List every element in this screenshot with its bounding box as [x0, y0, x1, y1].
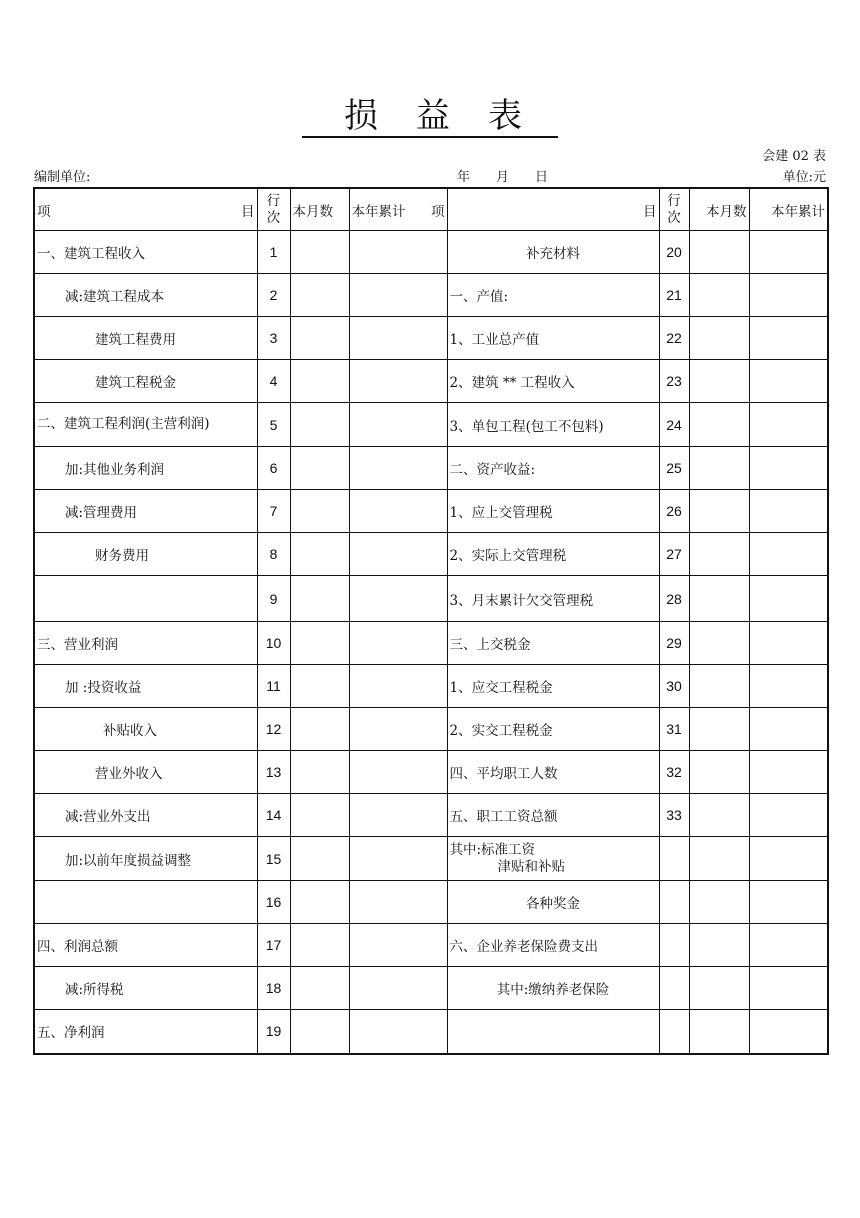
- right-item: 二、资产收益:: [447, 447, 659, 490]
- left-ytd: [349, 360, 447, 403]
- left-ytd: [349, 622, 447, 665]
- left-ytd: [349, 708, 447, 751]
- right-item: 1、应交工程税金: [447, 665, 659, 708]
- table-row: [34, 622, 828, 665]
- left-current-month: [290, 967, 349, 1010]
- table-row: [34, 403, 828, 447]
- right-current-month: [689, 794, 749, 837]
- left-ytd: [349, 665, 447, 708]
- right-current-month: [689, 665, 749, 708]
- right-line-no: 29: [659, 622, 689, 665]
- left-ytd: [349, 490, 447, 533]
- left-line-no: 15: [257, 837, 290, 881]
- left-ytd: [349, 967, 447, 1010]
- left-item: 加 :投资收益: [34, 665, 257, 708]
- right-line-no: 33: [659, 794, 689, 837]
- left-current-month: [290, 231, 349, 274]
- right-ytd: [749, 576, 828, 622]
- left-current-month: [290, 708, 349, 751]
- left-current-month: [290, 665, 349, 708]
- right-line-no: [659, 924, 689, 967]
- right-ytd: [749, 447, 828, 490]
- left-line-no: 5: [257, 403, 290, 447]
- left-item: 二、建筑工程利润(主营利润): [34, 403, 257, 447]
- right-ytd: [749, 231, 828, 274]
- left-item: 补贴收入: [34, 708, 257, 751]
- header-current-month: 本月数: [290, 188, 349, 231]
- left-line-no: 2: [257, 274, 290, 317]
- right-item: 四、平均职工人数: [447, 751, 659, 794]
- right-line-no: [659, 881, 689, 924]
- right-item: 1、应上交管理税: [447, 490, 659, 533]
- right-line-no: 23: [659, 360, 689, 403]
- income-statement-table: [33, 187, 829, 1055]
- right-item: 一、产值:: [447, 274, 659, 317]
- header-ytd-2: 本年累计: [749, 188, 828, 231]
- left-current-month: [290, 317, 349, 360]
- right-item: 补充材料: [447, 231, 659, 274]
- right-current-month: [689, 881, 749, 924]
- right-line-no: 26: [659, 490, 689, 533]
- left-item: 建筑工程费用: [34, 317, 257, 360]
- right-ytd: [749, 317, 828, 360]
- right-item: [447, 1010, 659, 1054]
- header-line-no-2: 行次: [659, 188, 689, 231]
- left-ytd: [349, 881, 447, 924]
- right-current-month: [689, 360, 749, 403]
- table-row: [34, 967, 828, 1010]
- left-item: 财务费用: [34, 533, 257, 576]
- right-ytd: [749, 490, 828, 533]
- left-current-month: [290, 881, 349, 924]
- left-ytd: [349, 447, 447, 490]
- right-item: 各种奖金: [447, 881, 659, 924]
- right-current-month: [689, 317, 749, 360]
- right-item: 2、实交工程税金: [447, 708, 659, 751]
- left-item: 四、利润总额: [34, 924, 257, 967]
- table-row: [34, 231, 828, 274]
- right-item: 1、工业总产值: [447, 317, 659, 360]
- header-line-no: 行次: [257, 188, 290, 231]
- left-ytd: [349, 403, 447, 447]
- left-ytd: [349, 924, 447, 967]
- left-current-month: [290, 360, 349, 403]
- right-ytd: [749, 751, 828, 794]
- right-item: 其中:缴纳养老保险: [447, 967, 659, 1010]
- table-row: [34, 881, 828, 924]
- left-item: 减:营业外支出: [34, 794, 257, 837]
- table-row: [34, 533, 828, 576]
- left-current-month: [290, 403, 349, 447]
- table-row: [34, 317, 828, 360]
- left-item: 建筑工程税金: [34, 360, 257, 403]
- table-row: [34, 490, 828, 533]
- company-label: 编制单位:: [34, 170, 91, 185]
- report-date: 年 月 日: [457, 170, 549, 185]
- right-current-month: [689, 837, 749, 881]
- left-current-month: [290, 751, 349, 794]
- right-ytd: [749, 708, 828, 751]
- right-current-month: [689, 490, 749, 533]
- left-item: 加:其他业务利润: [34, 447, 257, 490]
- table-row: [34, 274, 828, 317]
- left-current-month: [290, 924, 349, 967]
- right-item: 五、职工工资总额: [447, 794, 659, 837]
- left-line-no: 8: [257, 533, 290, 576]
- right-line-no: 24: [659, 403, 689, 447]
- table-row: [34, 708, 828, 751]
- right-line-no: 31: [659, 708, 689, 751]
- left-item: 一、建筑工程收入: [34, 231, 257, 274]
- right-current-month: [689, 751, 749, 794]
- left-ytd: [349, 794, 447, 837]
- left-current-month: [290, 447, 349, 490]
- table-row: [34, 837, 828, 881]
- table-row: [34, 924, 828, 967]
- left-item: 三、营业利润: [34, 622, 257, 665]
- left-item: 减:所得税: [34, 967, 257, 1010]
- table-row: [34, 794, 828, 837]
- header-item: 项 目: [34, 188, 257, 231]
- right-ytd: [749, 274, 828, 317]
- left-current-month: [290, 622, 349, 665]
- header-item-2: 目: [447, 188, 659, 231]
- left-item: [34, 576, 257, 622]
- left-ytd: [349, 837, 447, 881]
- left-ytd: [349, 231, 447, 274]
- right-current-month: [689, 924, 749, 967]
- right-ytd: [749, 403, 828, 447]
- table-row: [34, 447, 828, 490]
- right-line-no: 30: [659, 665, 689, 708]
- left-item: 减:管理费用: [34, 490, 257, 533]
- left-line-no: 11: [257, 665, 290, 708]
- header-current-month-2: 本月数: [689, 188, 749, 231]
- report-title: 损 益 表: [0, 96, 860, 138]
- left-line-no: 1: [257, 231, 290, 274]
- left-item: [34, 881, 257, 924]
- right-line-no: 27: [659, 533, 689, 576]
- left-line-no: 16: [257, 881, 290, 924]
- right-item: 六、企业养老保险费支出: [447, 924, 659, 967]
- right-current-month: [689, 576, 749, 622]
- right-line-no: 22: [659, 317, 689, 360]
- right-current-month: [689, 533, 749, 576]
- right-item: 三、上交税金: [447, 622, 659, 665]
- right-line-no: 25: [659, 447, 689, 490]
- left-ytd: [349, 274, 447, 317]
- right-current-month: [689, 403, 749, 447]
- right-ytd: [749, 837, 828, 881]
- right-item: 其中:标准工资 津贴和补贴: [447, 837, 659, 881]
- right-current-month: [689, 231, 749, 274]
- left-line-no: 13: [257, 751, 290, 794]
- right-ytd: [749, 881, 828, 924]
- right-current-month: [689, 967, 749, 1010]
- left-line-no: 4: [257, 360, 290, 403]
- table-header-row: [34, 188, 828, 231]
- left-line-no: 9: [257, 576, 290, 622]
- right-ytd: [749, 924, 828, 967]
- left-item: 减:建筑工程成本: [34, 274, 257, 317]
- left-line-no: 18: [257, 967, 290, 1010]
- right-ytd: [749, 794, 828, 837]
- left-current-month: [290, 490, 349, 533]
- left-item: 营业外收入: [34, 751, 257, 794]
- right-line-no: 32: [659, 751, 689, 794]
- right-ytd: [749, 665, 828, 708]
- header-ytd: 本年累计 项: [349, 188, 447, 231]
- right-line-no: 28: [659, 576, 689, 622]
- right-item: 3、月末累计欠交管理税: [447, 576, 659, 622]
- table-row: [34, 1010, 828, 1054]
- table-row: [34, 665, 828, 708]
- left-current-month: [290, 837, 349, 881]
- left-ytd: [349, 576, 447, 622]
- right-line-no: [659, 967, 689, 1010]
- right-current-month: [689, 622, 749, 665]
- left-line-no: 12: [257, 708, 290, 751]
- left-current-month: [290, 794, 349, 837]
- right-line-no: 20: [659, 231, 689, 274]
- table-row: [34, 751, 828, 794]
- right-ytd: [749, 533, 828, 576]
- left-ytd: [349, 317, 447, 360]
- left-line-no: 10: [257, 622, 290, 665]
- right-ytd: [749, 1010, 828, 1054]
- left-ytd: [349, 1010, 447, 1054]
- right-line-no: 21: [659, 274, 689, 317]
- left-current-month: [290, 576, 349, 622]
- right-current-month: [689, 274, 749, 317]
- right-current-month: [689, 447, 749, 490]
- right-item: 3、单包工程(包工不包料): [447, 403, 659, 447]
- right-current-month: [689, 1010, 749, 1054]
- left-line-no: 17: [257, 924, 290, 967]
- right-line-no: [659, 1010, 689, 1054]
- left-line-no: 14: [257, 794, 290, 837]
- right-item: 2、建筑 ** 工程收入: [447, 360, 659, 403]
- left-current-month: [290, 274, 349, 317]
- table-row: [34, 576, 828, 622]
- right-line-no: [659, 837, 689, 881]
- right-item: 2、实际上交管理税: [447, 533, 659, 576]
- table-row: [34, 360, 828, 403]
- left-current-month: [290, 1010, 349, 1054]
- right-ytd: [749, 967, 828, 1010]
- left-line-no: 7: [257, 490, 290, 533]
- left-line-no: 19: [257, 1010, 290, 1054]
- left-current-month: [290, 533, 349, 576]
- left-line-no: 3: [257, 317, 290, 360]
- left-ytd: [349, 751, 447, 794]
- left-item: 五、净利润: [34, 1010, 257, 1054]
- left-line-no: 6: [257, 447, 290, 490]
- right-ytd: [749, 622, 828, 665]
- left-item: 加:以前年度损益调整: [34, 837, 257, 881]
- left-ytd: [349, 533, 447, 576]
- unit-label: 单位:元: [782, 170, 826, 185]
- right-ytd: [749, 360, 828, 403]
- right-current-month: [689, 708, 749, 751]
- form-code: 会建 02 表: [762, 149, 826, 164]
